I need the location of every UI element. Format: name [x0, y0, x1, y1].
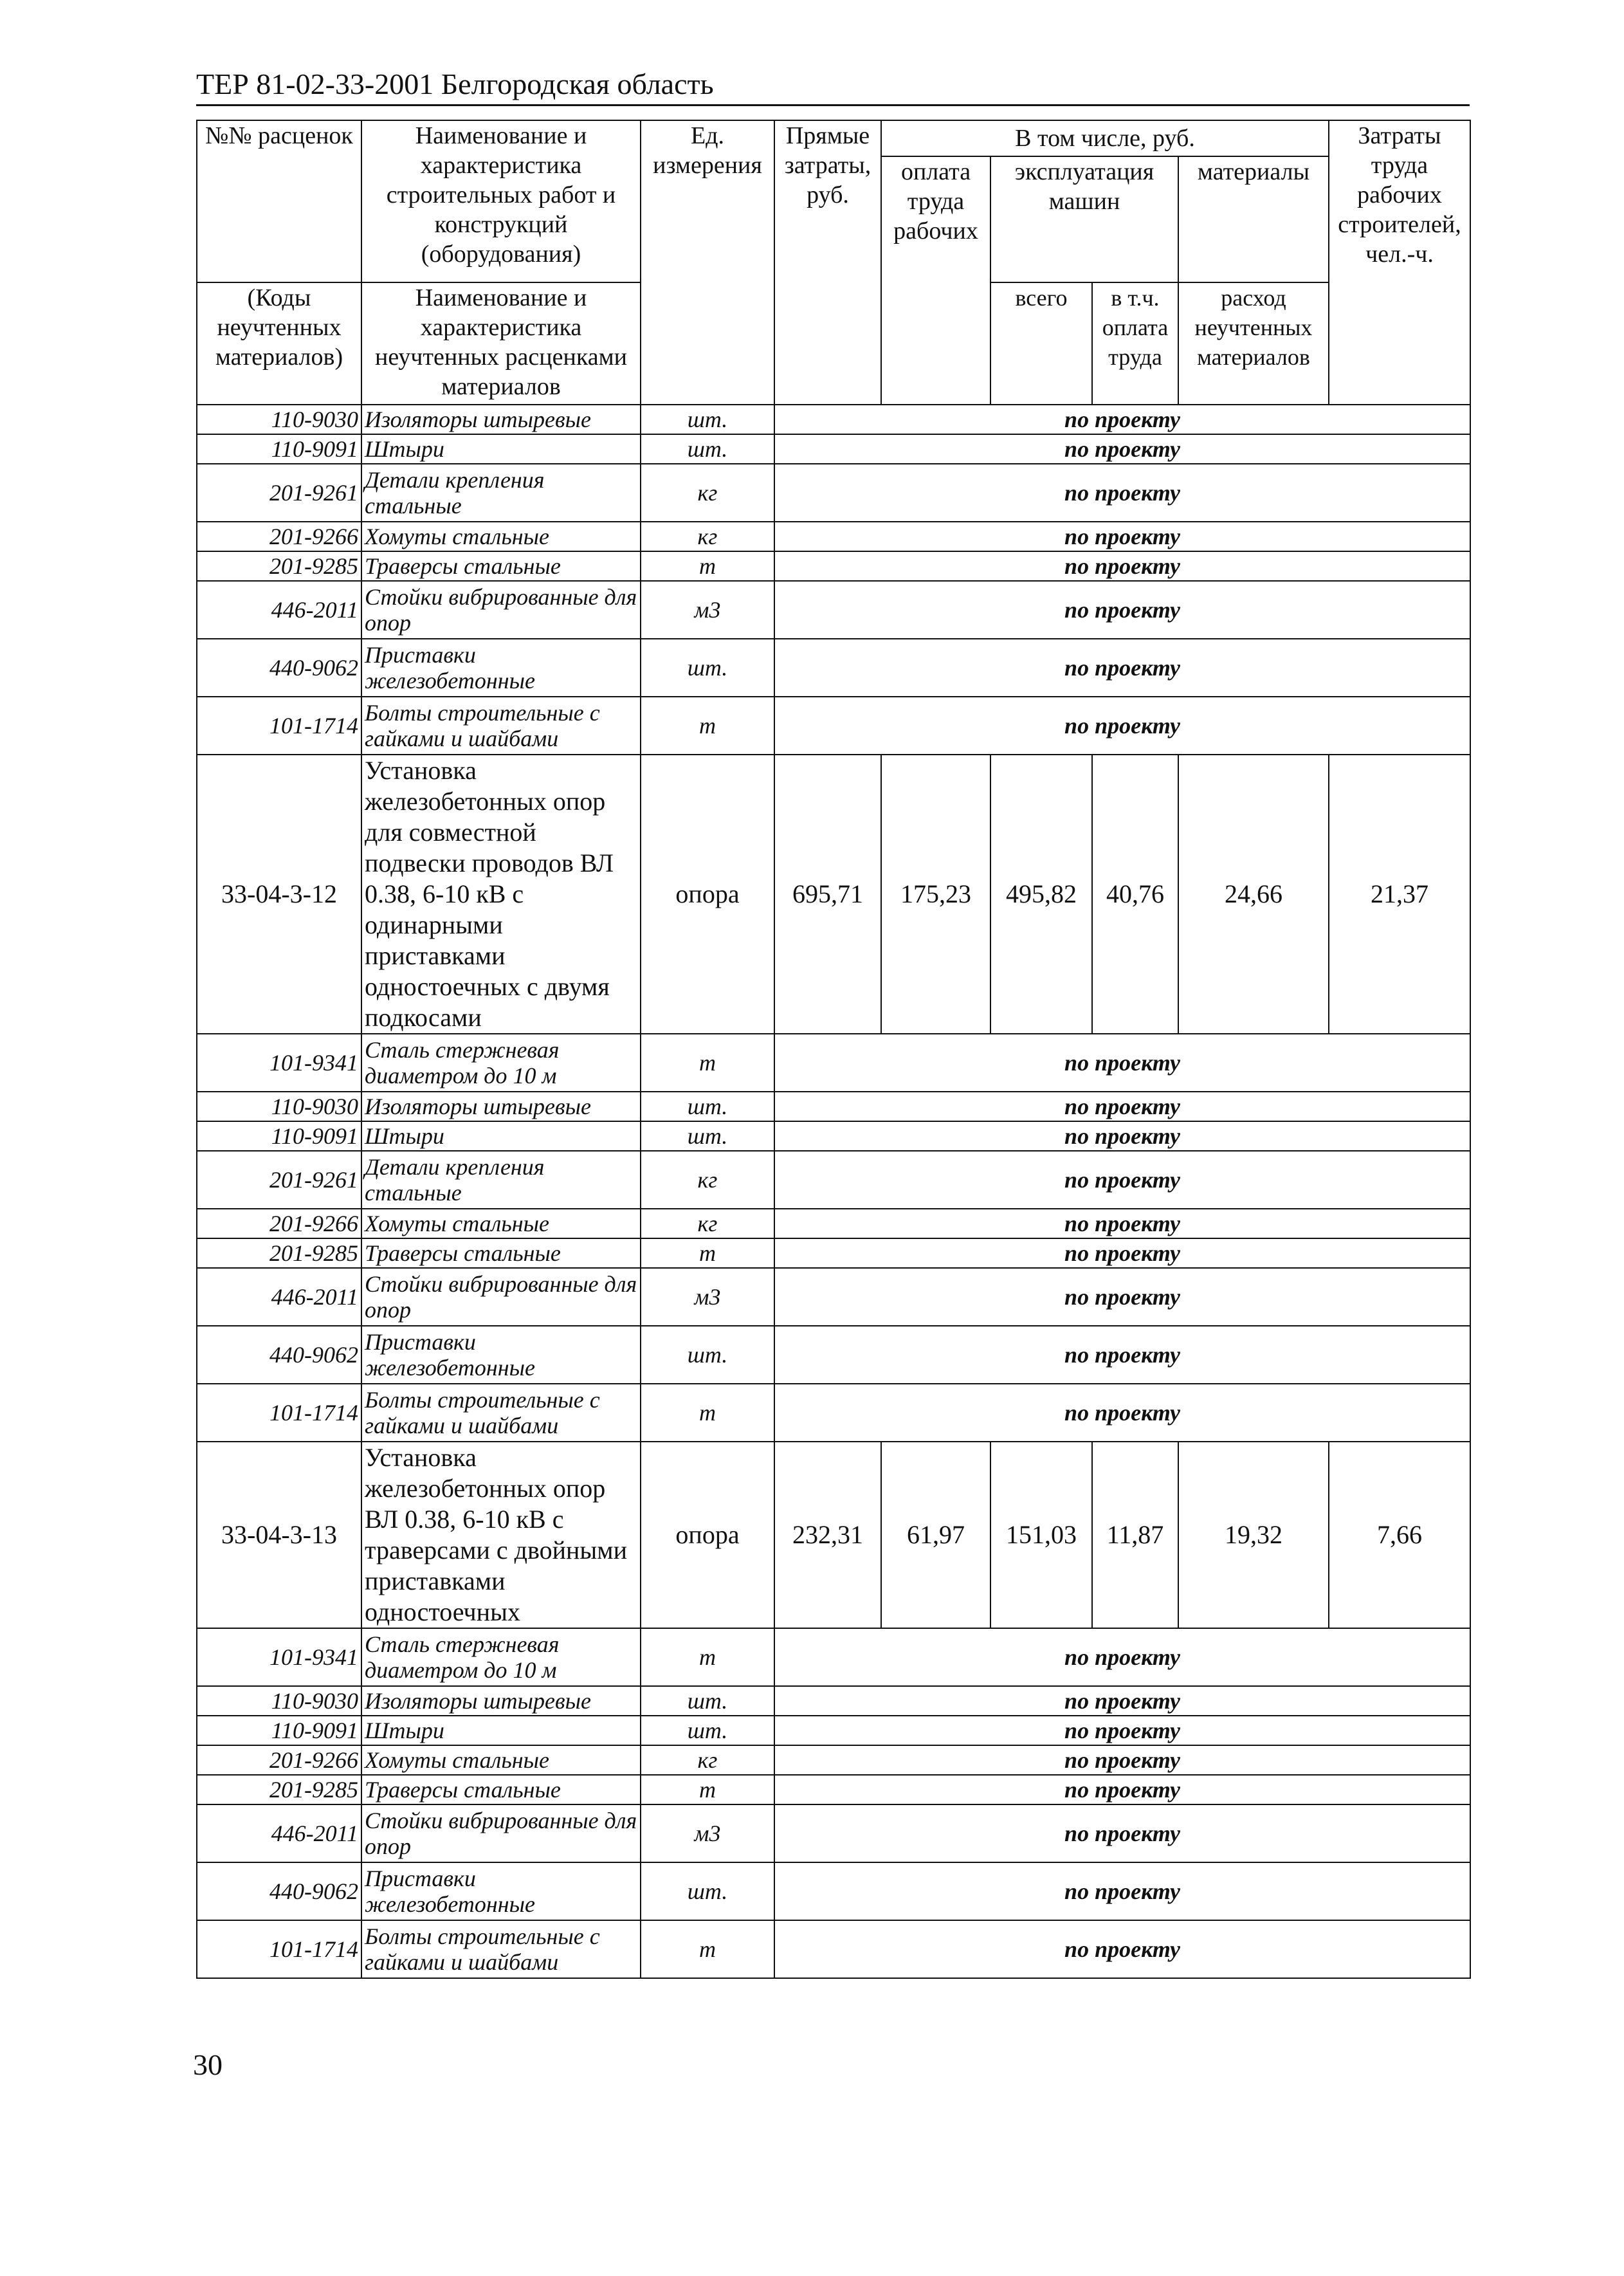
- material-row: [197, 1686, 1470, 1716]
- material-code: 440-9062: [197, 639, 361, 697]
- material-row: [197, 1862, 1470, 1920]
- price-machines-wages: 40,76: [1092, 755, 1178, 1034]
- material-name: Траверсы стальные: [361, 1775, 641, 1804]
- material-code: 101-9341: [197, 1034, 361, 1092]
- header-code: №№ расценок: [197, 120, 361, 282]
- page-header: [196, 64, 1470, 104]
- material-code: 110-9091: [197, 434, 361, 464]
- material-note: по проекту: [774, 697, 1470, 755]
- price-direct-costs: 232,31: [774, 1442, 881, 1628]
- material-code: 201-9266: [197, 522, 361, 551]
- material-row: [197, 1716, 1470, 1745]
- material-unit: кг: [641, 1209, 774, 1238]
- price-unit: опора: [641, 1442, 774, 1628]
- material-name: Изоляторы штыревые: [361, 1092, 641, 1121]
- material-code: 201-9261: [197, 464, 361, 522]
- material-note: по проекту: [774, 1384, 1470, 1442]
- material-name: Приставки железобетонные: [361, 1326, 641, 1384]
- material-unit: т: [641, 1238, 774, 1268]
- material-row: [197, 1034, 1470, 1092]
- material-name: Детали крепления стальные: [361, 464, 641, 522]
- header-unit: Ед. измерения: [641, 120, 774, 405]
- material-name: Стойки вибрированные для опор: [361, 581, 641, 639]
- material-unit: шт.: [641, 1121, 774, 1151]
- material-note: по проекту: [774, 1209, 1470, 1238]
- material-note: по проекту: [774, 639, 1470, 697]
- material-code: 201-9266: [197, 1745, 361, 1775]
- price-labor: 7,66: [1329, 1442, 1470, 1628]
- material-code: 201-9285: [197, 1238, 361, 1268]
- material-name: Приставки железобетонные: [361, 639, 641, 697]
- material-code: 110-9030: [197, 405, 361, 434]
- material-note: по проекту: [774, 1716, 1470, 1745]
- material-unit: м3: [641, 1268, 774, 1326]
- material-unit: т: [641, 1384, 774, 1442]
- material-row: [197, 405, 1470, 434]
- material-code: 101-9341: [197, 1628, 361, 1686]
- header-name: Наименование и характеристика строительных работ и конструкций (оборудования): [361, 120, 641, 282]
- material-note: по проекту: [774, 1920, 1470, 1978]
- header-wages: оплата труда рабочих: [881, 156, 990, 405]
- material-name: Сталь стержневая диаметром до 10 м: [361, 1034, 641, 1092]
- material-name: Штыри: [361, 434, 641, 464]
- material-note: по проекту: [774, 1628, 1470, 1686]
- material-unit: м3: [641, 1804, 774, 1862]
- material-unit: шт.: [641, 1716, 774, 1745]
- material-code: 201-9266: [197, 1209, 361, 1238]
- material-note: по проекту: [774, 405, 1470, 434]
- material-note: по проекту: [774, 434, 1470, 464]
- price-labor: 21,37: [1329, 755, 1470, 1034]
- material-row: [197, 1384, 1470, 1442]
- material-row: [197, 1268, 1470, 1326]
- material-note: по проекту: [774, 1326, 1470, 1384]
- material-unit: т: [641, 1628, 774, 1686]
- header-code-sub: (Коды неучтенных материалов): [197, 282, 361, 405]
- material-name: Стойки вибрированные для опор: [361, 1268, 641, 1326]
- material-note: по проекту: [774, 522, 1470, 551]
- material-unit: шт.: [641, 639, 774, 697]
- material-name: Траверсы стальные: [361, 1238, 641, 1268]
- material-unit: шт.: [641, 1862, 774, 1920]
- header-rule: [196, 104, 1470, 106]
- material-row: [197, 581, 1470, 639]
- material-unit: шт.: [641, 1326, 774, 1384]
- material-code: 101-1714: [197, 697, 361, 755]
- material-unit: т: [641, 1034, 774, 1092]
- material-row: [197, 464, 1470, 522]
- material-note: по проекту: [774, 1268, 1470, 1326]
- material-name: Изоляторы штыревые: [361, 405, 641, 434]
- material-name: Приставки железобетонные: [361, 1862, 641, 1920]
- header-including: В том числе, руб.: [881, 120, 1329, 156]
- material-code: 446-2011: [197, 1268, 361, 1326]
- material-unit: кг: [641, 1151, 774, 1209]
- material-row: [197, 1209, 1470, 1238]
- material-name: Хомуты стальные: [361, 522, 641, 551]
- material-note: по проекту: [774, 1092, 1470, 1121]
- header-materials-consumption: расход неучтенных материалов: [1178, 282, 1329, 405]
- material-unit: шт.: [641, 1092, 774, 1121]
- material-row: [197, 434, 1470, 464]
- price-row: [197, 755, 1470, 1034]
- material-row: [197, 1745, 1470, 1775]
- material-code: 110-9030: [197, 1092, 361, 1121]
- material-code: 201-9285: [197, 1775, 361, 1804]
- material-code: 201-9285: [197, 551, 361, 581]
- price-machines-total: 495,82: [990, 755, 1092, 1034]
- material-name: Штыри: [361, 1716, 641, 1745]
- price-wages: 175,23: [881, 755, 990, 1034]
- material-code: 110-9091: [197, 1716, 361, 1745]
- material-unit: т: [641, 551, 774, 581]
- header-machines: эксплуатация машин: [990, 156, 1178, 282]
- material-unit: т: [641, 697, 774, 755]
- material-code: 101-1714: [197, 1384, 361, 1442]
- material-note: по проекту: [774, 1151, 1470, 1209]
- material-note: по проекту: [774, 1686, 1470, 1716]
- material-note: по проекту: [774, 1745, 1470, 1775]
- material-code: 110-9030: [197, 1686, 361, 1716]
- material-unit: шт.: [641, 405, 774, 434]
- material-name: Хомуты стальные: [361, 1745, 641, 1775]
- header-machines-wages: в т.ч. оплата труда: [1092, 282, 1178, 405]
- material-code: 440-9062: [197, 1326, 361, 1384]
- material-name: Болты строительные с гайками и шайбами: [361, 697, 641, 755]
- material-row: [197, 697, 1470, 755]
- material-name: Болты строительные с гайками и шайбами: [361, 1920, 641, 1978]
- price-row: [197, 1442, 1470, 1628]
- price-machines-wages: 11,87: [1092, 1442, 1178, 1628]
- material-note: по проекту: [774, 464, 1470, 522]
- price-code: 33-04-3-13: [197, 1442, 361, 1628]
- material-name: Траверсы стальные: [361, 551, 641, 581]
- material-unit: т: [641, 1920, 774, 1978]
- material-note: по проекту: [774, 1121, 1470, 1151]
- material-unit: шт.: [641, 434, 774, 464]
- material-row: [197, 1092, 1470, 1121]
- material-name: Болты строительные с гайками и шайбами: [361, 1384, 641, 1442]
- material-row: [197, 1920, 1470, 1978]
- header-name-sub: Наименование и характеристика неучтенных расценками материалов: [361, 282, 641, 405]
- material-row: [197, 1151, 1470, 1209]
- material-row: [197, 551, 1470, 581]
- table-body: [197, 120, 1470, 1978]
- material-row: [197, 1238, 1470, 1268]
- material-note: по проекту: [774, 1238, 1470, 1268]
- material-row: [197, 1628, 1470, 1686]
- material-unit: м3: [641, 581, 774, 639]
- header-machines-total: всего: [990, 282, 1092, 405]
- material-note: по проекту: [774, 1804, 1470, 1862]
- rates-table: [196, 120, 1471, 1979]
- material-unit: кг: [641, 522, 774, 551]
- material-unit: шт.: [641, 1686, 774, 1716]
- material-code: 201-9261: [197, 1151, 361, 1209]
- material-name: Хомуты стальные: [361, 1209, 641, 1238]
- material-note: по проекту: [774, 551, 1470, 581]
- material-name: Штыри: [361, 1121, 641, 1151]
- header-materials: материалы: [1178, 156, 1329, 282]
- material-row: [197, 522, 1470, 551]
- material-row: [197, 1804, 1470, 1862]
- material-code: 101-1714: [197, 1920, 361, 1978]
- header-row-1: [197, 120, 1470, 156]
- price-description: Установка железобетонных опор для совместной подвески проводов ВЛ 0.38, 6-10 кВ с одинарными приставками одностоечных с двумя подкосами: [361, 755, 641, 1034]
- material-code: 446-2011: [197, 1804, 361, 1862]
- price-wages: 61,97: [881, 1442, 990, 1628]
- price-code: 33-04-3-12: [197, 755, 361, 1034]
- price-machines-total: 151,03: [990, 1442, 1092, 1628]
- price-description: Установка железобетонных опор ВЛ 0.38, 6-10 кВ с траверсами с двойными приставками одностоечных: [361, 1442, 641, 1628]
- material-unit: т: [641, 1775, 774, 1804]
- header-labor: Затраты труда рабочих строителей, чел.-ч.: [1329, 120, 1470, 405]
- material-row: [197, 639, 1470, 697]
- material-name: Изоляторы штыревые: [361, 1686, 641, 1716]
- material-note: по проекту: [774, 1775, 1470, 1804]
- material-note: по проекту: [774, 581, 1470, 639]
- material-row: [197, 1121, 1470, 1151]
- material-code: 446-2011: [197, 581, 361, 639]
- material-code: 110-9091: [197, 1121, 361, 1151]
- page-number: 30: [193, 2048, 223, 2081]
- material-code: 440-9062: [197, 1862, 361, 1920]
- price-materials: 24,66: [1178, 755, 1329, 1034]
- price-direct-costs: 695,71: [774, 755, 881, 1034]
- material-note: по проекту: [774, 1862, 1470, 1920]
- material-name: Стойки вибрированные для опор: [361, 1804, 641, 1862]
- page-title: ТЕР 81-02-33-2001 Белгородская область: [196, 68, 714, 100]
- material-row: [197, 1775, 1470, 1804]
- header-direct-costs: Прямые затраты, руб.: [774, 120, 881, 405]
- material-row: [197, 1326, 1470, 1384]
- price-unit: опора: [641, 755, 774, 1034]
- material-name: Детали крепления стальные: [361, 1151, 641, 1209]
- price-materials: 19,32: [1178, 1442, 1329, 1628]
- material-unit: кг: [641, 464, 774, 522]
- material-unit: кг: [641, 1745, 774, 1775]
- material-note: по проекту: [774, 1034, 1470, 1092]
- material-name: Сталь стержневая диаметром до 10 м: [361, 1628, 641, 1686]
